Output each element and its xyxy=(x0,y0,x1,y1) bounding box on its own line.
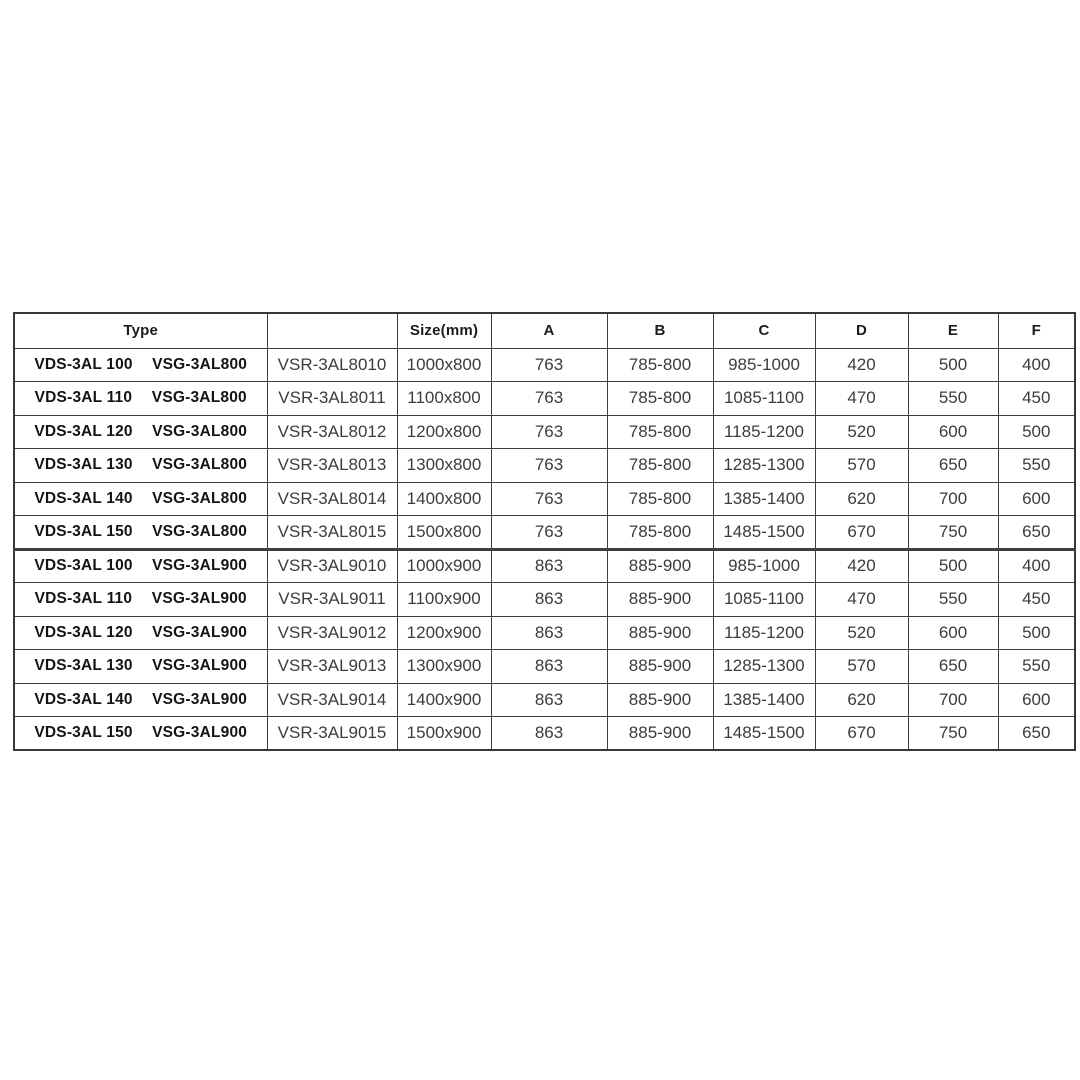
cell-c: 1485-1500 xyxy=(713,717,815,751)
cell-e: 650 xyxy=(908,449,998,483)
table-row xyxy=(14,449,1075,483)
type-pair xyxy=(15,423,267,441)
cell-model: VSR-3AL9013 xyxy=(267,650,397,684)
col-header-a: A xyxy=(491,313,607,348)
cell-size: 1500x800 xyxy=(397,516,491,550)
cell-size: 1400x900 xyxy=(397,683,491,717)
type-cell xyxy=(14,549,267,583)
header-row xyxy=(14,313,1075,348)
type-pair xyxy=(15,657,267,675)
table-row xyxy=(14,415,1075,449)
cell-e: 650 xyxy=(908,650,998,684)
type-pair xyxy=(15,389,267,407)
cell-a: 763 xyxy=(491,516,607,550)
cell-d: 520 xyxy=(815,616,908,650)
cell-a: 863 xyxy=(491,616,607,650)
table-row xyxy=(14,549,1075,583)
type-vds-label: VDS-3AL 130 xyxy=(34,456,133,474)
table-row xyxy=(14,482,1075,516)
spec-table-container xyxy=(13,312,1074,750)
cell-c: 1085-1100 xyxy=(713,583,815,617)
type-pair xyxy=(15,557,267,575)
cell-e: 700 xyxy=(908,683,998,717)
cell-model: VSR-3AL8010 xyxy=(267,348,397,382)
type-vds-label: VDS-3AL 120 xyxy=(34,623,133,641)
cell-c: 1285-1300 xyxy=(713,449,815,483)
cell-a: 863 xyxy=(491,717,607,751)
cell-d: 520 xyxy=(815,415,908,449)
col-header-f: F xyxy=(998,313,1075,348)
cell-a: 863 xyxy=(491,549,607,583)
cell-size: 1200x800 xyxy=(397,415,491,449)
cell-model: VSR-3AL9011 xyxy=(267,583,397,617)
cell-c: 1185-1200 xyxy=(713,616,815,650)
cell-model: VSR-3AL8015 xyxy=(267,516,397,550)
type-pair xyxy=(15,456,267,474)
cell-c: 1085-1100 xyxy=(713,382,815,416)
type-vds-label: VDS-3AL 150 xyxy=(34,522,133,540)
cell-e: 500 xyxy=(908,549,998,583)
cell-a: 763 xyxy=(491,348,607,382)
table-header xyxy=(14,313,1075,348)
cell-b: 885-900 xyxy=(607,717,713,751)
col-header-type: Type xyxy=(14,313,267,348)
table-row xyxy=(14,616,1075,650)
cell-c: 1185-1200 xyxy=(713,415,815,449)
cell-b: 885-900 xyxy=(607,583,713,617)
cell-e: 550 xyxy=(908,583,998,617)
cell-c: 1385-1400 xyxy=(713,482,815,516)
type-vsg-label: VSG-3AL900 xyxy=(152,724,248,741)
type-vds-label: VDS-3AL 150 xyxy=(34,724,133,741)
cell-a: 763 xyxy=(491,449,607,483)
cell-d: 470 xyxy=(815,382,908,416)
cell-f: 500 xyxy=(998,415,1075,449)
col-header-e: E xyxy=(908,313,998,348)
table-row xyxy=(14,516,1075,550)
cell-b: 885-900 xyxy=(607,650,713,684)
type-vds-label: VDS-3AL 100 xyxy=(34,557,133,575)
type-pair xyxy=(15,490,267,508)
type-vds-label: VDS-3AL 110 xyxy=(34,590,133,608)
cell-a: 863 xyxy=(491,683,607,717)
type-vsg-label: VSG-3AL800 xyxy=(152,456,248,474)
type-vds-label: VDS-3AL 100 xyxy=(34,355,133,373)
col-header-size: Size(mm) xyxy=(397,313,491,348)
cell-size: 1000x900 xyxy=(397,549,491,583)
cell-f: 550 xyxy=(998,650,1075,684)
cell-model: VSR-3AL8011 xyxy=(267,382,397,416)
type-vsg-label: VSG-3AL800 xyxy=(152,522,248,540)
cell-b: 885-900 xyxy=(607,549,713,583)
cell-f: 600 xyxy=(998,482,1075,516)
cell-d: 670 xyxy=(815,717,908,751)
col-header-c: C xyxy=(713,313,815,348)
cell-d: 420 xyxy=(815,549,908,583)
type-cell xyxy=(14,382,267,416)
type-vsg-label: VSG-3AL900 xyxy=(152,657,248,675)
type-pair xyxy=(15,724,267,742)
cell-f: 400 xyxy=(998,549,1075,583)
cell-e: 750 xyxy=(908,516,998,550)
cell-model: VSR-3AL9010 xyxy=(267,549,397,583)
type-cell xyxy=(14,616,267,650)
cell-model: VSR-3AL8012 xyxy=(267,415,397,449)
cell-b: 785-800 xyxy=(607,482,713,516)
cell-size: 1500x900 xyxy=(397,717,491,751)
cell-a: 863 xyxy=(491,583,607,617)
table-row xyxy=(14,583,1075,617)
type-vsg-label: VSG-3AL800 xyxy=(151,389,247,407)
cell-c: 985-1000 xyxy=(713,549,815,583)
type-cell xyxy=(14,482,267,516)
table-row xyxy=(14,382,1075,416)
cell-e: 700 xyxy=(908,482,998,516)
cell-b: 885-900 xyxy=(607,616,713,650)
type-vds-label: VDS-3AL 130 xyxy=(34,657,133,675)
cell-a: 763 xyxy=(491,415,607,449)
cell-f: 450 xyxy=(998,583,1075,617)
type-pair xyxy=(15,356,267,374)
cell-size: 1200x900 xyxy=(397,616,491,650)
cell-e: 550 xyxy=(908,382,998,416)
cell-e: 750 xyxy=(908,717,998,751)
cell-a: 763 xyxy=(491,482,607,516)
table-row xyxy=(14,348,1075,382)
spec-table xyxy=(13,312,1076,751)
type-vsg-label: VSG-3AL800 xyxy=(152,489,248,507)
cell-d: 620 xyxy=(815,482,908,516)
cell-model: VSR-3AL8014 xyxy=(267,482,397,516)
type-cell xyxy=(14,449,267,483)
cell-size: 1100x900 xyxy=(397,583,491,617)
cell-c: 1285-1300 xyxy=(713,650,815,684)
cell-d: 470 xyxy=(815,583,908,617)
col-header-b: B xyxy=(607,313,713,348)
cell-a: 863 xyxy=(491,650,607,684)
cell-d: 570 xyxy=(815,650,908,684)
cell-d: 420 xyxy=(815,348,908,382)
type-vsg-label: VSG-3AL800 xyxy=(152,355,248,373)
cell-c: 1485-1500 xyxy=(713,516,815,550)
cell-c: 1385-1400 xyxy=(713,683,815,717)
type-vsg-label: VSG-3AL900 xyxy=(151,590,247,608)
type-cell xyxy=(14,348,267,382)
type-vsg-label: VSG-3AL800 xyxy=(152,422,248,440)
cell-size: 1400x800 xyxy=(397,482,491,516)
type-vds-label: VDS-3AL 110 xyxy=(34,389,133,407)
type-vds-label: VDS-3AL 140 xyxy=(34,489,133,507)
cell-e: 600 xyxy=(908,616,998,650)
cell-f: 550 xyxy=(998,449,1075,483)
table-row xyxy=(14,650,1075,684)
type-vsg-label: VSG-3AL900 xyxy=(152,690,248,708)
cell-a: 763 xyxy=(491,382,607,416)
cell-f: 450 xyxy=(998,382,1075,416)
cell-b: 885-900 xyxy=(607,683,713,717)
type-pair xyxy=(15,590,267,608)
cell-size: 1100x800 xyxy=(397,382,491,416)
col-header-d: D xyxy=(815,313,908,348)
type-vsg-label: VSG-3AL900 xyxy=(152,623,248,641)
type-vds-label: VDS-3AL 140 xyxy=(34,690,133,708)
type-vsg-label: VSG-3AL900 xyxy=(152,557,248,575)
table-row xyxy=(14,683,1075,717)
table-row xyxy=(14,717,1075,751)
cell-c: 985-1000 xyxy=(713,348,815,382)
cell-model: VSR-3AL8013 xyxy=(267,449,397,483)
cell-f: 600 xyxy=(998,683,1075,717)
cell-model: VSR-3AL9012 xyxy=(267,616,397,650)
cell-size: 1300x800 xyxy=(397,449,491,483)
cell-f: 650 xyxy=(998,516,1075,550)
cell-f: 500 xyxy=(998,616,1075,650)
cell-b: 785-800 xyxy=(607,348,713,382)
type-cell xyxy=(14,717,267,751)
cell-f: 650 xyxy=(998,717,1075,751)
cell-e: 600 xyxy=(908,415,998,449)
type-cell xyxy=(14,415,267,449)
cell-e: 500 xyxy=(908,348,998,382)
type-pair xyxy=(15,523,267,541)
type-cell xyxy=(14,516,267,550)
col-header-model xyxy=(267,313,397,348)
cell-d: 570 xyxy=(815,449,908,483)
cell-size: 1000x800 xyxy=(397,348,491,382)
cell-b: 785-800 xyxy=(607,382,713,416)
cell-model: VSR-3AL9014 xyxy=(267,683,397,717)
cell-b: 785-800 xyxy=(607,415,713,449)
type-cell xyxy=(14,683,267,717)
cell-b: 785-800 xyxy=(607,449,713,483)
cell-d: 620 xyxy=(815,683,908,717)
type-vds-label: VDS-3AL 120 xyxy=(34,422,133,440)
cell-d: 670 xyxy=(815,516,908,550)
type-pair xyxy=(15,624,267,642)
type-cell xyxy=(14,583,267,617)
table-body xyxy=(14,348,1075,750)
cell-model: VSR-3AL9015 xyxy=(267,717,397,751)
cell-size: 1300x900 xyxy=(397,650,491,684)
type-cell xyxy=(14,650,267,684)
cell-f: 400 xyxy=(998,348,1075,382)
type-pair xyxy=(15,691,267,709)
cell-b: 785-800 xyxy=(607,516,713,550)
